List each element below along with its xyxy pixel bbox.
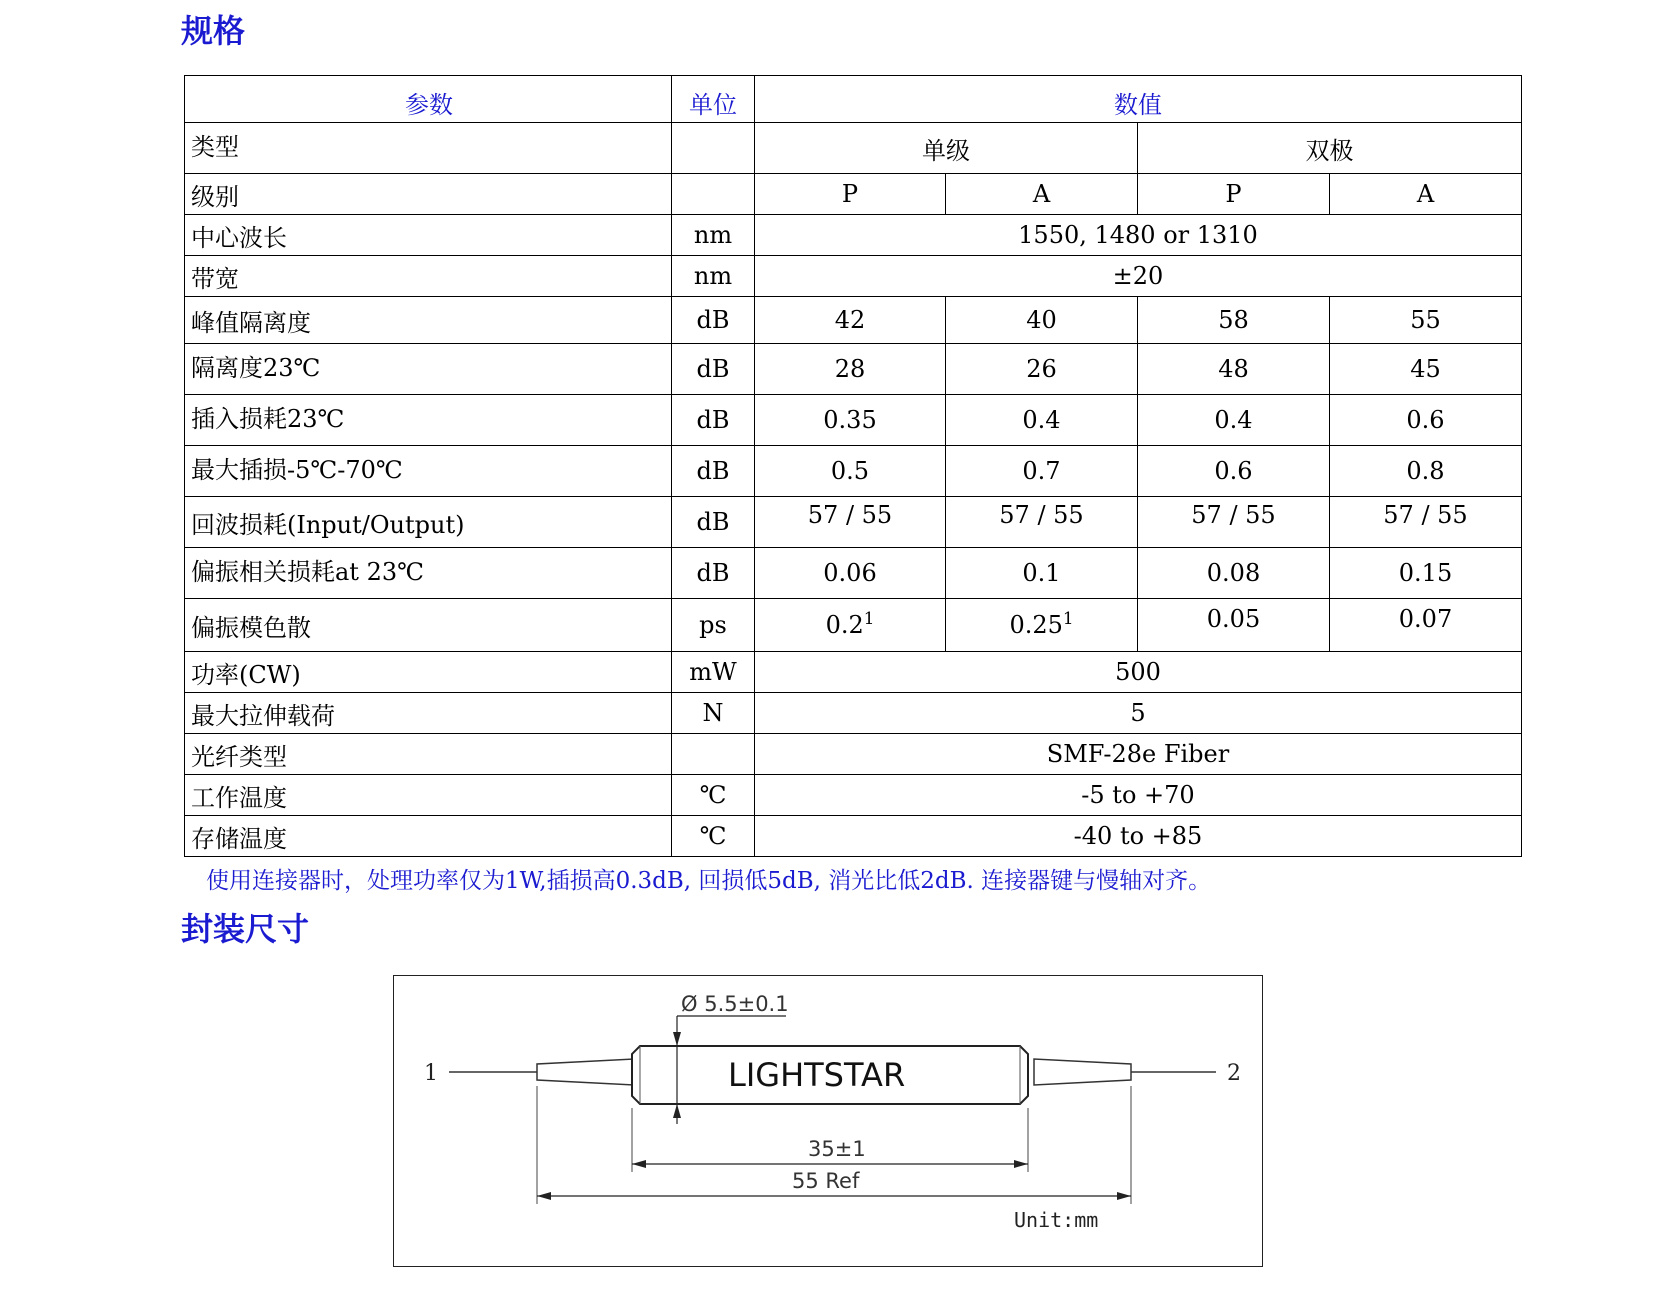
table-row <box>185 446 1522 497</box>
body-length-label: 35±1 <box>808 1137 866 1161</box>
unit-cell: ps <box>672 599 755 652</box>
param-cell: 回波损耗(Input/Output) <box>185 497 672 548</box>
value-cell: 58 <box>1138 297 1330 344</box>
unit-cell: ℃ <box>672 816 755 857</box>
value-cell: 28 <box>755 344 946 395</box>
diameter-arrow-top <box>673 1032 681 1046</box>
package-drawing-svg <box>394 976 1262 1266</box>
package-section-title: 封装尺寸 <box>181 910 310 948</box>
unit-cell: dB <box>672 497 755 548</box>
overall-arrow-right <box>1117 1192 1131 1200</box>
value-cell: 0.08 <box>1138 548 1330 599</box>
table-row <box>185 599 1522 652</box>
value-cell: 0.15 <box>1330 548 1522 599</box>
value-cell <box>946 599 1138 652</box>
connector-note: 使用连接器时，处理功率仅为1W,插损高0.3dB, 回损低5dB, 消光比低2dB. 连接器键与慢轴对齐。 <box>206 868 1212 894</box>
value-cell: 0.35 <box>755 395 946 446</box>
value-cell: 0.06 <box>755 548 946 599</box>
table-row <box>185 652 1522 693</box>
table-row <box>185 123 1522 174</box>
spec-table <box>184 75 1522 857</box>
param-cell: 带宽 <box>185 256 672 297</box>
value-cell <box>755 599 946 652</box>
table-row <box>185 395 1522 446</box>
port-2-label: 2 <box>1227 1061 1241 1086</box>
value-cell: SMF-28e Fiber <box>755 734 1522 775</box>
param-cell: 偏振相关损耗at 23℃ <box>185 548 672 599</box>
table-row <box>185 548 1522 599</box>
param-cell: 最大插损-5℃-70℃ <box>185 446 672 497</box>
overall-arrow-left <box>537 1192 551 1200</box>
boot-right <box>1034 1059 1131 1085</box>
param-cell: 插入损耗23℃ <box>185 395 672 446</box>
grade-cell: P <box>1138 174 1330 215</box>
unit-cell <box>672 123 755 174</box>
value-cell: 500 <box>755 652 1522 693</box>
param-cell: 偏振模色散 <box>185 599 672 652</box>
unit-cell: dB <box>672 344 755 395</box>
table-row <box>185 297 1522 344</box>
value-cell: 40 <box>946 297 1138 344</box>
param-cell: 中心波长 <box>185 215 672 256</box>
value-cell: 1550, 1480 or 1310 <box>755 215 1522 256</box>
value-cell: 0.7 <box>946 446 1138 497</box>
header-unit: 单位 <box>672 76 755 123</box>
unit-cell: dB <box>672 548 755 599</box>
unit-cell: mW <box>672 652 755 693</box>
pmd-value: 0.25 <box>1009 611 1063 639</box>
type-dual-cell: 双极 <box>1138 123 1522 174</box>
table-row <box>185 215 1522 256</box>
footnote-mark: 1 <box>863 608 875 628</box>
table-row <box>185 344 1522 395</box>
value-cell: 57 / 55 <box>755 497 946 548</box>
unit-cell: dB <box>672 395 755 446</box>
overall-length-label: 55 Ref <box>792 1169 860 1193</box>
param-cell: 最大拉伸载荷 <box>185 693 672 734</box>
value-cell: 57 / 55 <box>1138 497 1330 548</box>
table-header-row <box>185 76 1522 123</box>
body-length-arrow-right <box>1014 1160 1028 1168</box>
footnote-mark: 1 <box>1062 608 1074 628</box>
value-cell: 55 <box>1330 297 1522 344</box>
brand-logo: LIGHTSTAR <box>728 1056 906 1094</box>
value-cell: 0.07 <box>1330 599 1522 652</box>
value-cell: 45 <box>1330 344 1522 395</box>
table-row <box>185 256 1522 297</box>
param-cell: 光纤类型 <box>185 734 672 775</box>
unit-cell: nm <box>672 256 755 297</box>
grade-cell: P <box>755 174 946 215</box>
value-cell: -40 to +85 <box>755 816 1522 857</box>
value-cell: -5 to +70 <box>755 775 1522 816</box>
unit-label: Unit:mm <box>1014 1208 1099 1232</box>
body-length-arrow-left <box>632 1160 646 1168</box>
diameter-label: Ø 5.5±0.1 <box>681 992 789 1016</box>
value-cell: ±20 <box>755 256 1522 297</box>
header-value: 数值 <box>755 76 1522 123</box>
type-single-cell: 单级 <box>755 123 1138 174</box>
boot-left <box>537 1059 634 1085</box>
unit-cell: dB <box>672 297 755 344</box>
value-cell: 0.05 <box>1138 599 1330 652</box>
unit-cell: N <box>672 693 755 734</box>
spec-section-title: 规格 <box>181 12 246 50</box>
pmd-value: 0.2 <box>825 611 864 639</box>
value-cell: 0.4 <box>1138 395 1330 446</box>
value-cell: 57 / 55 <box>1330 497 1522 548</box>
package-drawing <box>393 975 1263 1267</box>
unit-cell: nm <box>672 215 755 256</box>
param-cell: 工作温度 <box>185 775 672 816</box>
value-cell: 26 <box>946 344 1138 395</box>
table-row <box>185 734 1522 775</box>
param-cell: 类型 <box>185 123 672 174</box>
unit-cell: dB <box>672 446 755 497</box>
table-row <box>185 816 1522 857</box>
table-row <box>185 775 1522 816</box>
value-cell: 5 <box>755 693 1522 734</box>
grade-cell: A <box>946 174 1138 215</box>
unit-cell <box>672 174 755 215</box>
param-cell: 级别 <box>185 174 672 215</box>
grade-cell: A <box>1330 174 1522 215</box>
value-cell: 48 <box>1138 344 1330 395</box>
param-cell: 存储温度 <box>185 816 672 857</box>
param-cell: 功率(CW) <box>185 652 672 693</box>
unit-cell <box>672 734 755 775</box>
value-cell: 0.8 <box>1330 446 1522 497</box>
value-cell: 0.5 <box>755 446 946 497</box>
unit-cell: ℃ <box>672 775 755 816</box>
header-param: 参数 <box>185 76 672 123</box>
port-1-label: 1 <box>424 1061 438 1086</box>
value-cell: 0.6 <box>1330 395 1522 446</box>
param-cell: 隔离度23℃ <box>185 344 672 395</box>
value-cell: 57 / 55 <box>946 497 1138 548</box>
param-cell: 峰值隔离度 <box>185 297 672 344</box>
table-row <box>185 497 1522 548</box>
value-cell: 0.4 <box>946 395 1138 446</box>
value-cell: 0.1 <box>946 548 1138 599</box>
table-row <box>185 174 1522 215</box>
value-cell: 42 <box>755 297 946 344</box>
value-cell: 0.6 <box>1138 446 1330 497</box>
diameter-arrow-bottom <box>673 1104 681 1118</box>
table-row <box>185 693 1522 734</box>
